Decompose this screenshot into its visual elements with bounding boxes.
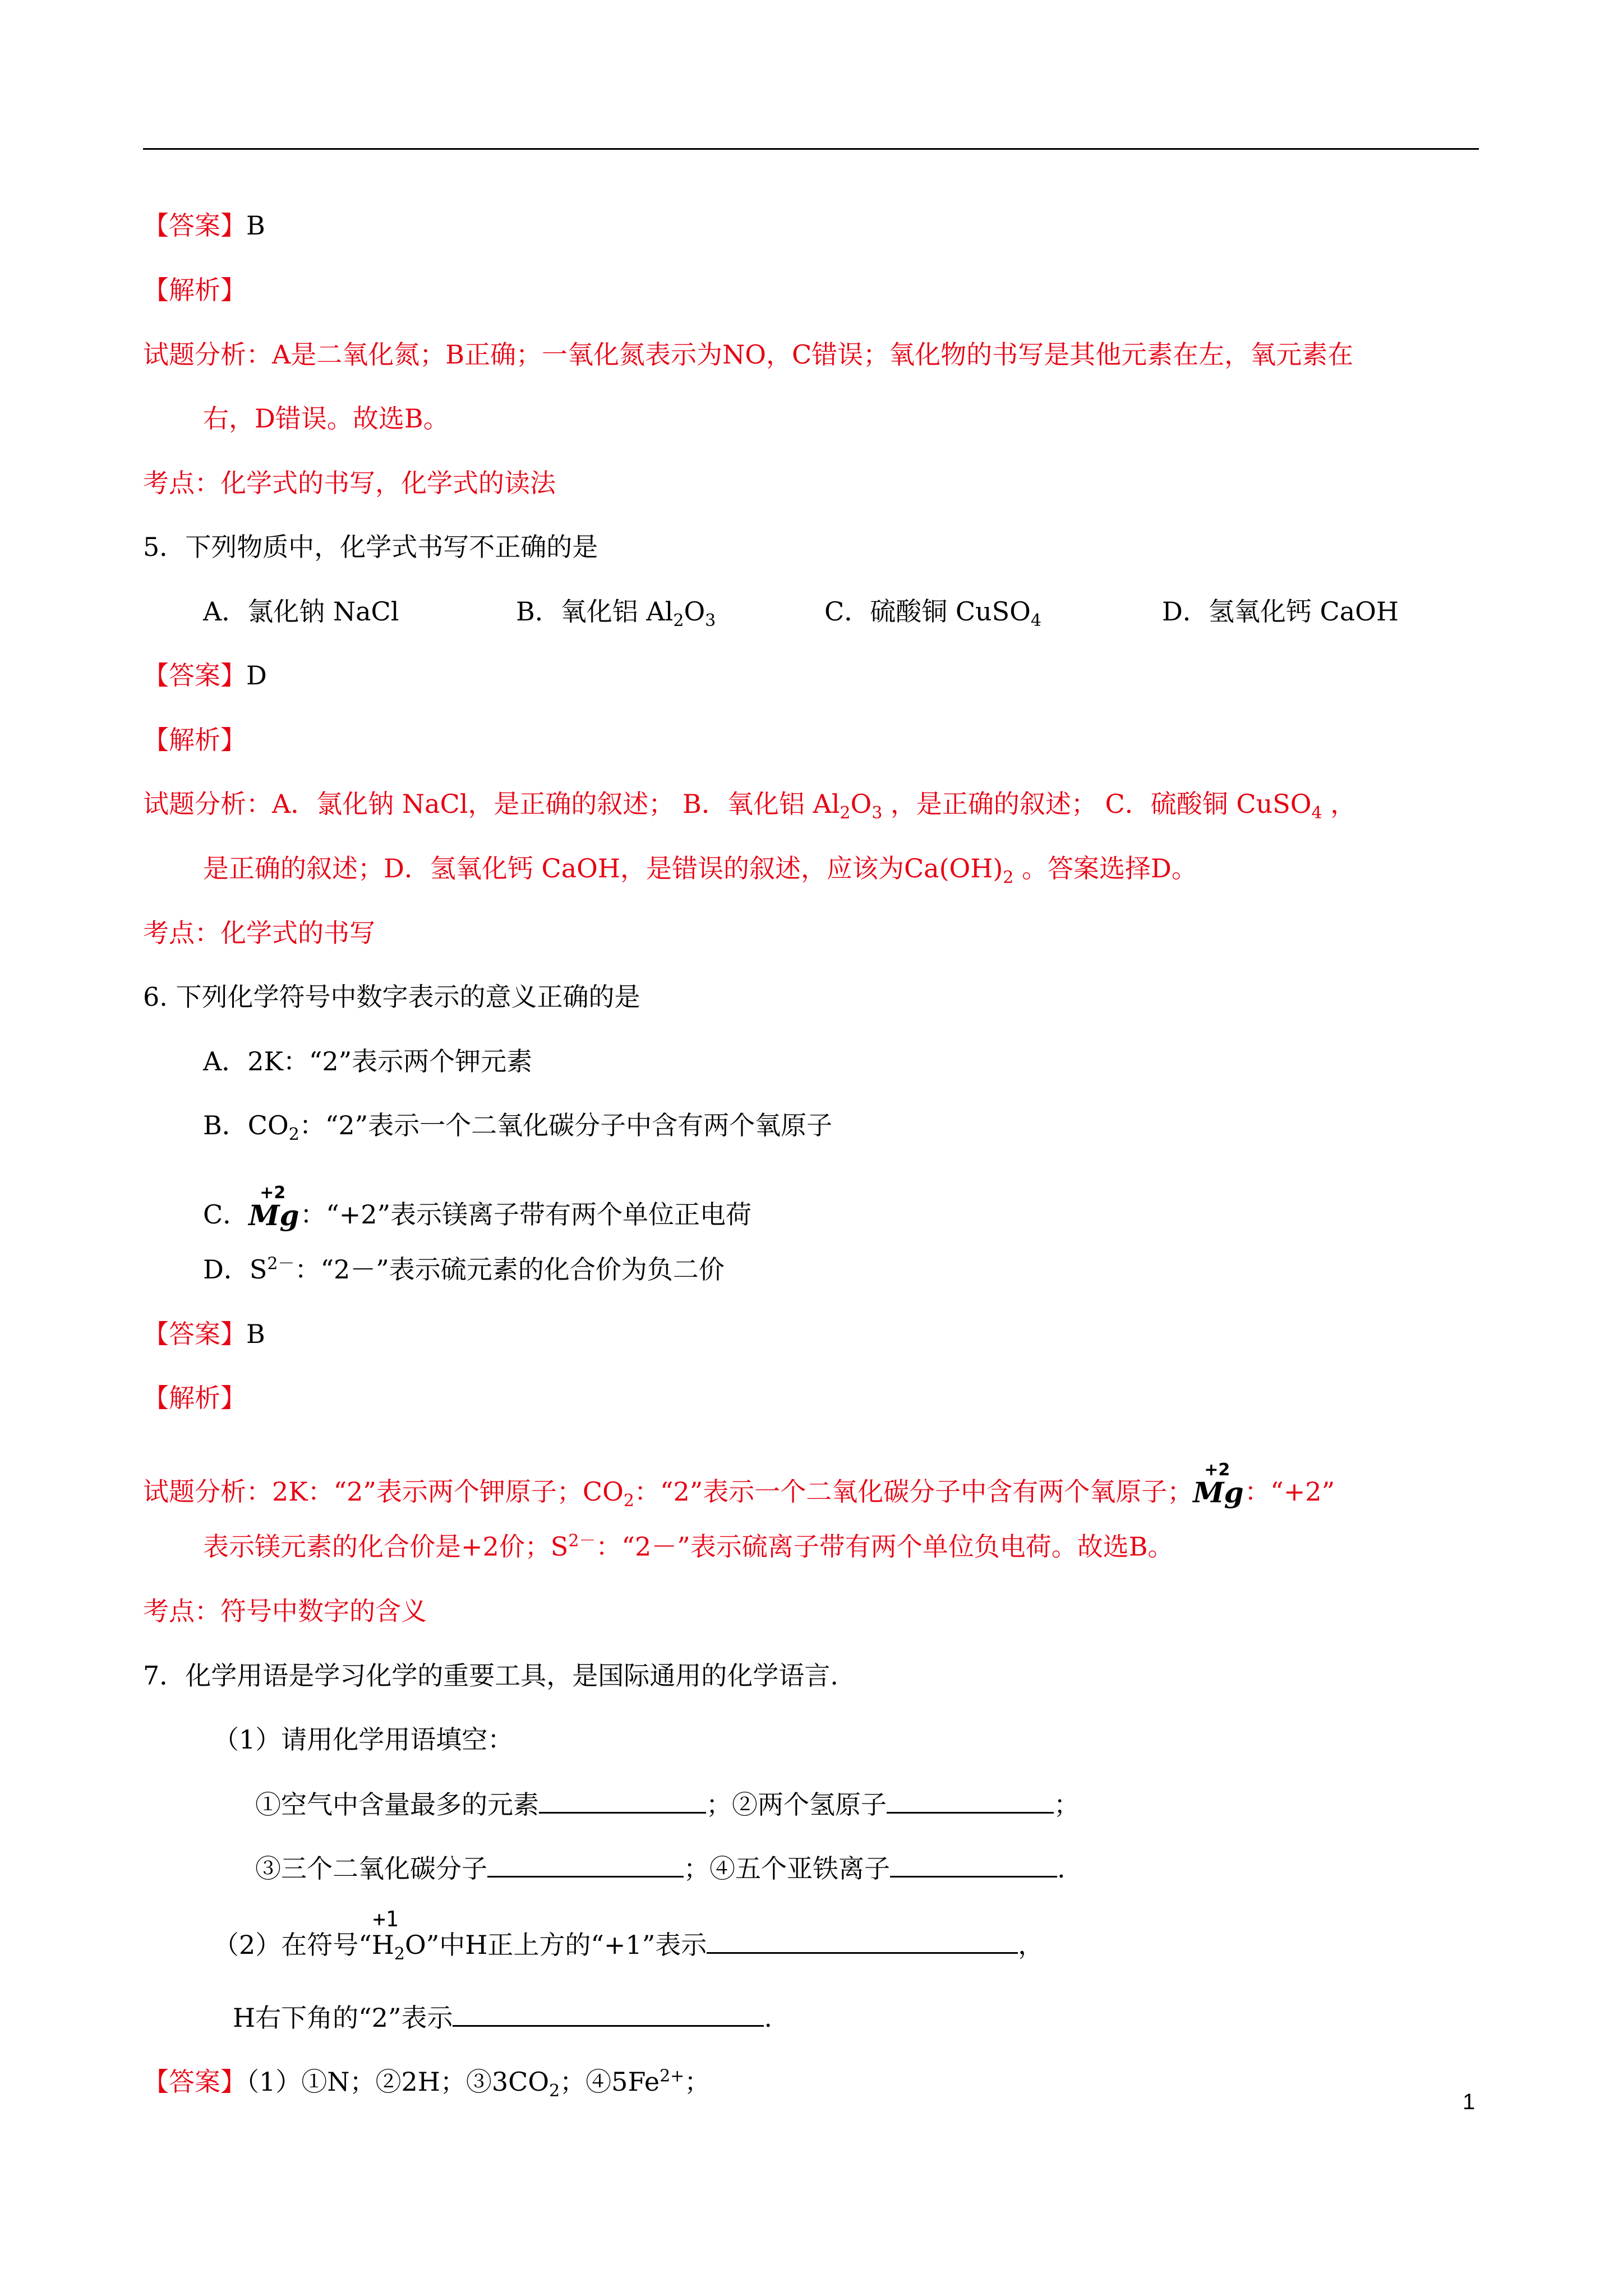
q7-fill-row2: ③三个二氧化碳分子 ；④五个亚铁离子 . [255, 1850, 1066, 1887]
q6-stem: 6. 下列化学符号中数字表示的意义正确的是 [143, 982, 640, 1012]
q5-analysis-line1: 试题分析：A．氯化钠 NaCl，是正确的叙述； B．氧化铝 $Al_2O_3$ ，是正确的叙述； C．硫酸铜 CuSO$_4$ ， [143, 789, 1357, 823]
q7-stem: 7．化学用语是学习化学的重要工具，是国际通用的化学语言. [143, 1660, 838, 1691]
q5-stem: 5．下列物质中，化学式书写不正确的是 [143, 532, 598, 562]
q6-option-b: B．$CO_2$：“2”表示一个二氧化碳分子中含有两个氧原子 [203, 1110, 833, 1145]
q6-analysis-line2: 表示镁元素的化合价是+2价；$S^{2-}$：“2－”表示硫离子带有两个单位负电荷。故选B。 [203, 1531, 1174, 1562]
q6-analysis-line1: 试题分析：2K：“2”表示两个钾原子；$CO_2$：“2”表示一个二氧化碳分子中含有两个氧原子； +2 Mg ：“+2” [143, 1460, 1335, 1511]
q7-part1: （1）请用化学用语填空： [213, 1724, 514, 1755]
blank-two-hydrogen-atoms[interactable] [887, 1786, 1054, 1814]
page-number: 1 [1463, 2090, 1476, 2114]
blank-h-subscript-meaning[interactable] [453, 1999, 764, 2027]
h2o-valence-symbol: +1 $H_2O$ [371, 1907, 426, 1964]
q6-point: 考点：符号中数字的含义 [143, 1596, 427, 1626]
q7-fill-row1: ①空气中含量最多的元素 ；②两个氢原子 ； [255, 1786, 1080, 1823]
q5-option-c: C．硫酸铜 CuSO$_4$ [824, 596, 1041, 631]
q5-analysis-line2: 是正确的叙述；D．氢氧化钙 CaOH，是错误的叙述，应该为$Ca(OH)_2$ 。答案选择D。 [203, 853, 1197, 888]
q7-part3: H右下角的“2”表示 . [233, 1999, 772, 2036]
q5-analysis-label: 【解析】 [143, 725, 246, 755]
blank-h-plus-one-meaning[interactable] [707, 1926, 1018, 1954]
q7-part2: （2）在符号“ +1 $H_2O$”中H正上方的“+1”表示 ， [213, 1907, 1044, 1964]
q6-option-a: A．2K：“2”表示两个钾元素 [203, 1046, 533, 1076]
q4-analysis-line1: 试题分析：A是二氧化氮；B正确；一氧化氮表示为NO，C错误；氧化物的书写是其他元素在左，氧元素在 [143, 339, 1354, 370]
q7-answer: 【答案】（1）①N；②2H；$③3CO_2$；$④5Fe^{2+}$； [143, 2066, 711, 2101]
header-rule [143, 148, 1479, 150]
q5-option-b: B．氧化铝 $Al_2O_3$ [516, 596, 716, 631]
q4-analysis-line2: 右，D错误。故选B。 [203, 403, 449, 434]
q6-analysis-label: 【解析】 [143, 1383, 246, 1413]
q6-option-c: C． +2 Mg ：“+2”表示镁离子带有两个单位正电荷 [203, 1183, 752, 1232]
q5-option-d: D．氢氧化钙 CaOH [1162, 596, 1399, 627]
blank-five-ferrous-ions[interactable] [890, 1850, 1057, 1878]
blank-most-abundant-element[interactable] [539, 1786, 706, 1814]
q4-point: 考点：化学式的书写，化学式的读法 [143, 468, 556, 498]
mg-valence-symbol: +2 Mg [248, 1183, 299, 1232]
q4-analysis-label: 【解析】 [143, 275, 246, 305]
q6-answer: 【答案】B [143, 1319, 265, 1349]
blank-three-co2-molecules[interactable] [487, 1850, 684, 1878]
mg-valence-symbol-analysis: +2 Mg [1193, 1460, 1244, 1509]
q5-option-a: A．氯化钠 NaCl [203, 596, 399, 627]
q4-answer: 【答案】B [143, 210, 265, 241]
q6-option-d: D．$S^{2-}$：“2－”表示硫元素的化合价为负二价 [203, 1254, 725, 1285]
q5-answer: 【答案】D [143, 660, 267, 691]
q5-point: 考点：化学式的书写 [143, 918, 375, 948]
